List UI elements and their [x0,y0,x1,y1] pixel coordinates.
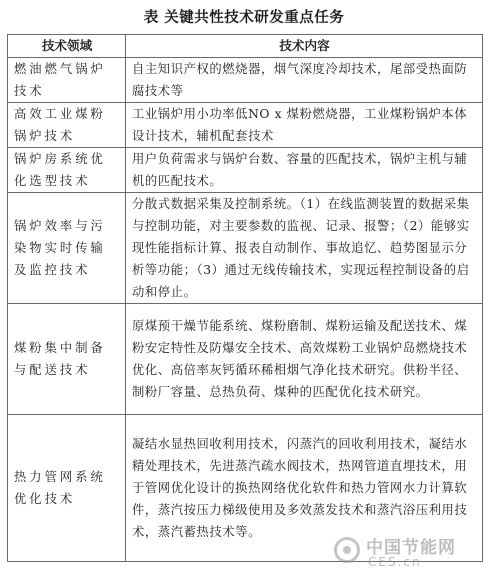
field-cell: 高效工业煤粉锅炉技术 [8,103,126,148]
content-cell: 工业锅炉用小功率低NO x 煤粉燃烧器，工业煤粉锅炉本体设计技术，辅机配套技术 [126,103,483,148]
table-header-row [8,35,483,58]
watermark-subtext: CES.cn [368,555,422,569]
field-cell: 煤粉集中制备与配送技术 [8,304,126,415]
key-tasks-table [7,34,483,562]
content-cell: 凝结水显热回收利用技术，闪蒸汽的回收利用技术，凝结水精处理技术，先进蒸汽疏水阀技术，热网管道直埋技术，用于管网优化设计的换热网络优化软件和热力管网水力计算软件，蒸汽按压力梯级使用及多效蒸发技术和蒸汽浴压利用技术，蒸汽蓄热技术等。 [126,415,483,562]
field-cell: 热力管网系统优化技术 [8,415,126,562]
content-cell: 自主知识产权的燃烧器，烟气深度冷却技术，尾部受热面防腐技术等 [126,58,483,103]
table-row [8,415,483,562]
field-cell: 锅炉效率与污染物实时传输及监控技术 [8,193,126,304]
table-row [8,103,483,148]
column-header-field: 技术领域 [8,35,126,58]
table-row [8,304,483,415]
content-cell: 原煤预干燥节能系统、煤粉磨制、煤粉运输及配送技术、煤粉安定特性及防爆安全技术、高效煤粉工业锅炉岛燃烧技术优化、高倍率灰钙循环稀相烟气净化技术研究。供粉半径、制粉厂容量、总热负荷、煤种的匹配优化技术研究。 [126,304,483,415]
watermark-text: 中国节能网 [366,538,456,558]
column-header-content: 技术内容 [126,35,483,58]
table-row [8,58,483,103]
field-cell: 锅炉房系统优化选型技术 [8,148,126,193]
content-cell: 分散式数据采集及控制系统。（1）在线监测装置的数据采集与控制功能，对主要参数的监视、记录、报警；（2）能够实现性能指标计算、报表自动制作、事故追忆、趋势图显示分析等功能；（3）通过无线传输技术，实现远程控制设备的启动和停止。 [126,193,483,304]
table-title: 表 关键共性技术研发重点任务 [143,10,345,26]
field-cell: 燃油燃气锅炉技术 [8,58,126,103]
content-cell: 用户负荷需求与锅炉台数、容量的匹配技术，锅炉主机与辅机的匹配技术。 [126,148,483,193]
table-row [8,148,483,193]
table-row [8,193,483,304]
